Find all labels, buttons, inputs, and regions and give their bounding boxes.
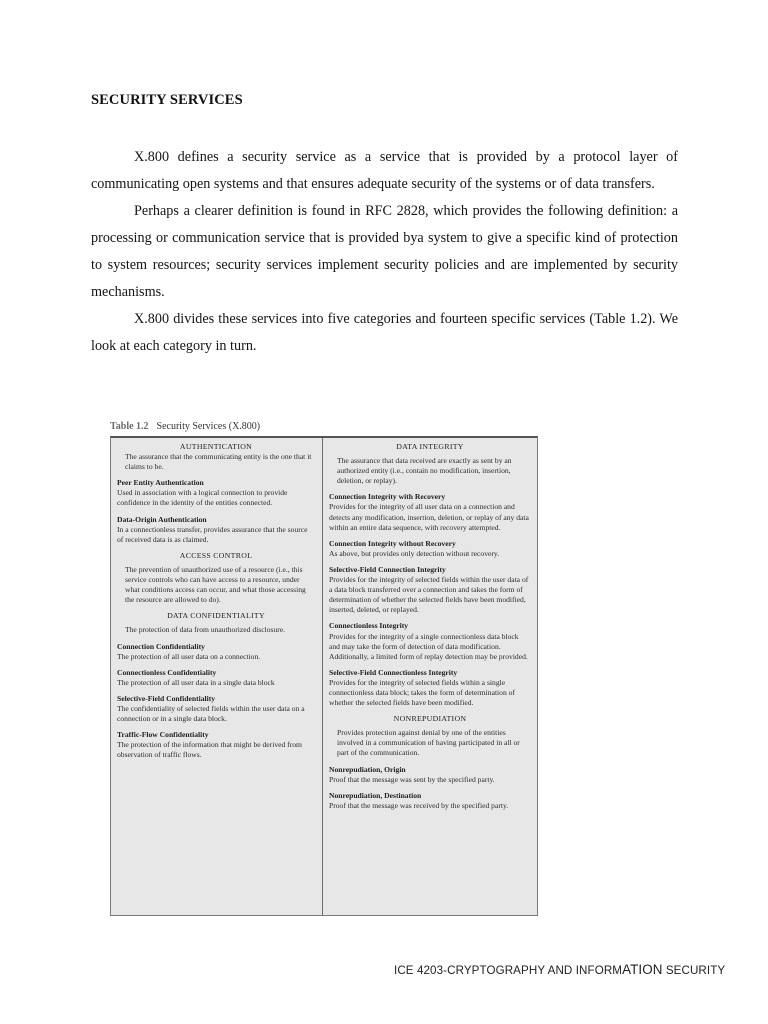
selective-field-connectionless-integrity-title: Selective-Field Connectionless Integrity xyxy=(329,667,458,677)
body-text xyxy=(91,144,678,360)
table-right-column xyxy=(329,438,531,915)
traffic-flow-confidentiality-desc: The protection of the information that might be derived from observation of traffic flows. xyxy=(117,740,302,760)
nonrepudiation-origin-title: Nonrepudiation, Origin xyxy=(329,764,406,774)
data-integrity-intro: The assurance that data received are exactly as sent by an authorized entity (i.e., contain no modification, insertion, deletion, or replay). xyxy=(337,456,512,486)
authentication-title: AUTHENTICATION xyxy=(179,442,253,451)
table-left-column xyxy=(117,438,315,915)
section-heading: SECURITY SERVICES xyxy=(91,92,243,108)
conn-integrity-recovery-desc: Provides for the integrity of all user data on a connection and detects any modification, insertion, deletion, or replay of any data within an entire data sequence, with recovery attempted. xyxy=(329,502,529,532)
paragraph-3: X.800 divides these services into five categories and fourteen specific services (Table 1.2). We look at each category in turn. xyxy=(91,311,678,354)
data-confidentiality-intro: The protection of data from unauthorized disclosure. xyxy=(125,625,286,635)
table-column-divider xyxy=(322,438,323,915)
access-control-intro: The prevention of unauthorized use of a resource (i.e., this service controls who can have access to a resource, under what conditions access can occur, and what those accessing the resource are allowed to do). xyxy=(125,564,306,605)
nonrepudiation-destination-title: Nonrepudiation, Destination xyxy=(329,790,422,800)
selective-field-confidentiality-title: Selective-Field Confidentiality xyxy=(117,693,216,703)
nonrepudiation-intro: Provides protection against denial by one of the entities involved in a communication of having participated in all or part of the communication. xyxy=(337,728,520,758)
nonrepudiation-origin-desc: Proof that the message was sent by the specified party. xyxy=(329,774,495,784)
security-services-table xyxy=(110,436,538,916)
authentication-intro: The assurance that the communicating entity is the one that it claims to be. xyxy=(125,452,312,472)
data-integrity-title: DATA INTEGRITY xyxy=(396,442,464,451)
footer-part-1: ICE 4203-CRYPTOGRAPHY AND INFORM xyxy=(394,964,623,977)
connection-confidentiality-desc: The protection of all user data on a connection. xyxy=(117,651,261,661)
nonrepudiation-title: NONREPUDIATION xyxy=(393,714,467,724)
peer-entity-auth-title: Peer Entity Authentication xyxy=(117,478,204,488)
selective-field-conn-integrity-title: Selective-Field Connection Integrity xyxy=(329,564,446,574)
connectionless-confidentiality-title: Connectionless Confidentiality xyxy=(117,667,217,677)
selective-field-connectionless-integrity-desc: Provides for the integrity of selected fields within a single connectionless data block; takes the form of determination of whether the selected fields have been modified. xyxy=(329,677,515,708)
selective-field-confidentiality-desc: The confidentiality of selected fields within the user data on a connection or in a single data block. xyxy=(117,703,305,724)
data-origin-auth-desc: In a connectionless transfer, provides assurance that the source of received data is as claimed. xyxy=(117,524,308,544)
table-caption-number: Table 1.2 xyxy=(110,421,149,432)
selective-field-conn-integrity-desc: Provides for the integrity of selected fields within the user data of a data block transferred over a connection and takes the form of determination of whether the selected fields have been modified, inserted, deleted, or replayed. xyxy=(329,575,529,615)
connectionless-integrity-title: Connectionless Integrity xyxy=(329,621,409,631)
paragraph-2: Perhaps a clearer definition is found in RFC 2828, which provides the following definition: a processing or communication service that is provided bya system to give a specific kind of protection to system resources; security services implement security policies and are implemented by security mechanisms. xyxy=(91,203,678,300)
connectionless-integrity-desc: Provides for the integrity of a single connectionless data block and may take the form of detection of data modification. Additionally, a limited form of replay detection may be provided. xyxy=(329,631,528,661)
footer-part-2: ATION xyxy=(622,962,663,977)
conn-integrity-no-recovery-title: Connection Integrity without Recovery xyxy=(329,538,456,548)
table-caption xyxy=(110,421,260,432)
footer-part-3: SECURITY xyxy=(662,964,726,977)
data-origin-auth-title: Data-Origin Authentication xyxy=(117,514,207,524)
nonrepudiation-destination-desc: Proof that the message was received by the specified party. xyxy=(329,800,509,810)
peer-entity-auth-desc: Used in association with a logical connection to provide confidence in the identity of the entities connected. xyxy=(117,488,288,508)
connectionless-confidentiality-desc: The protection of all user data in a single data block xyxy=(117,677,275,687)
data-confidentiality-title: DATA CONFIDENTIALITY xyxy=(167,611,265,621)
conn-integrity-recovery-title: Connection Integrity with Recovery xyxy=(329,492,446,502)
table-caption-title: Security Services (X.800) xyxy=(156,421,261,432)
page-footer xyxy=(394,962,725,977)
traffic-flow-confidentiality-title: Traffic-Flow Confidentiality xyxy=(117,730,209,740)
conn-integrity-no-recovery-desc: As above, but provides only detection without recovery. xyxy=(329,548,500,558)
paragraph-1: X.800 defines a security service as a service that is provided by a protocol layer of communicating open systems and that ensures adequate security of the systems or of data transfers. xyxy=(91,149,678,192)
access-control-title: ACCESS CONTROL xyxy=(179,550,253,560)
connection-confidentiality-title: Connection Confidentiality xyxy=(117,641,205,651)
